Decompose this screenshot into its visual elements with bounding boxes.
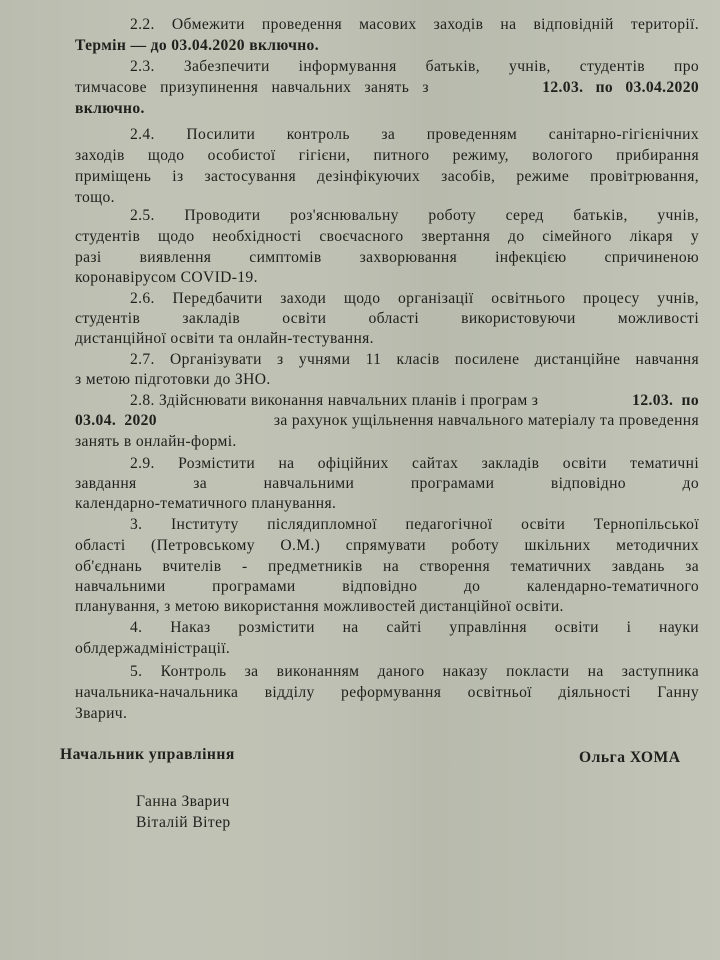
para-3-line-5: планування, з метою використання можливостей дистанційної освіти. [75,598,564,615]
para-4-line-1: 4. Наказ розмістити на сайті управління освіти і науки [130,619,699,636]
para-2-6-line-2: студентів закладів освіти області використовуючи можливості [75,310,699,327]
para-2-3-line-1: 2.3. Забезпечити інформування батьків, учнів, студентів про [130,58,699,75]
para-2-8-text-2: за рахунок ущільнення навчального матеріалу та проведення [273,412,699,429]
para-2-9-line-2: завдання за навчальними програмами відповідно до [75,475,699,492]
signature-name: Ольга ХОМА [579,749,681,766]
para-3-line-1: 3. Інституту післядипломної педагогічної освіти Тернопільської [130,516,699,533]
prepared-by-2: Віталій Вітер [136,814,231,831]
para-5-line-3: Зварич. [75,705,128,722]
para-3-line-3: об'єднань вчителів - предметників на створення тематичних завдань за [75,558,699,575]
para-2-5-line-2: студентів щодо необхідності своєчасного звертання до сімейного лікаря у [75,228,699,245]
para-2-3-dates: 12.03. по 03.04.2020 [542,79,699,96]
para-2-7-line-1: 2.7. Організувати з учнями 11 класів посилене дистанційне навчання [130,351,699,368]
para-2-3-text: тимчасове призупинення навчальних занять з [75,79,429,96]
para-3-line-2: області (Петровському О.М.) спрямувати роботу шкільних методичних [75,537,699,554]
para-2-4-line-3: приміщень із застосування дезінфікуючих засобів, режиме провітрювання, [75,168,699,185]
para-2-4-line-4: тощо. [75,189,115,206]
para-2-8-line-3: занять в онлайн-формі. [75,433,237,450]
para-2-4-line-1: 2.4. Посилити контроль за проведенням санітарно-гігієнічних [130,126,699,143]
para-2-6-line-3: дистанційної освіти та онлайн-тестування. [75,330,374,347]
para-2-8-line-1 [75,391,699,411]
para-2-5-line-3: разі виявлення симптомів захворювання інфекцією спричиненою [75,249,699,266]
para-4-line-2: облдержадміністрації. [75,640,231,657]
para-2-3-line-2 [75,78,699,98]
para-2-7-line-2: з метою підготовки до ЗНО. [75,371,271,388]
para-2-8-date-end: 03.04. 2020 [75,412,157,429]
para-2-2-deadline: Термін — до 03.04.2020 включно. [75,37,319,54]
para-2-9-line-1: 2.9. Розмістити на офіційних сайтах закладів освіти тематичні [130,455,699,472]
signature-position: Начальник управління [60,746,235,763]
para-5-line-2: начальника-начальника відділу реформування освітньої діяльності Ганну [75,684,699,701]
para-3-line-4: навчальними програмами відповідно до календарно-тематичного [75,578,699,595]
para-2-8-date-start: 12.03. по [632,392,699,409]
para-2-8-line-2 [75,411,699,431]
para-5-line-1: 5. Контроль за виконанням даного наказу покласти на заступника [130,663,699,680]
para-2-9-line-3: календарно-тематичного планування. [75,495,337,512]
para-2-6-line-1: 2.6. Передбачити заходи щодо організації освітнього процесу учнів, [130,290,699,307]
para-2-5-line-1: 2.5. Проводити роз'яснювальну роботу серед батьків, учнів, [130,207,699,224]
para-2-2-line-1: 2.2. Обмежити проведення масових заходів на відповідній території. [130,16,699,33]
para-2-3-line-3: включно. [75,100,145,117]
para-2-5-line-4: коронавірусом COVID-19. [75,269,258,286]
prepared-by-1: Ганна Зварич [136,793,230,810]
para-2-4-line-2: заходів щодо особистої гігієни, питного режиму, вологого прибирання [75,147,699,164]
para-2-8-text: 2.8. Здійснювати виконання навчальних планів і програм з [130,392,539,409]
